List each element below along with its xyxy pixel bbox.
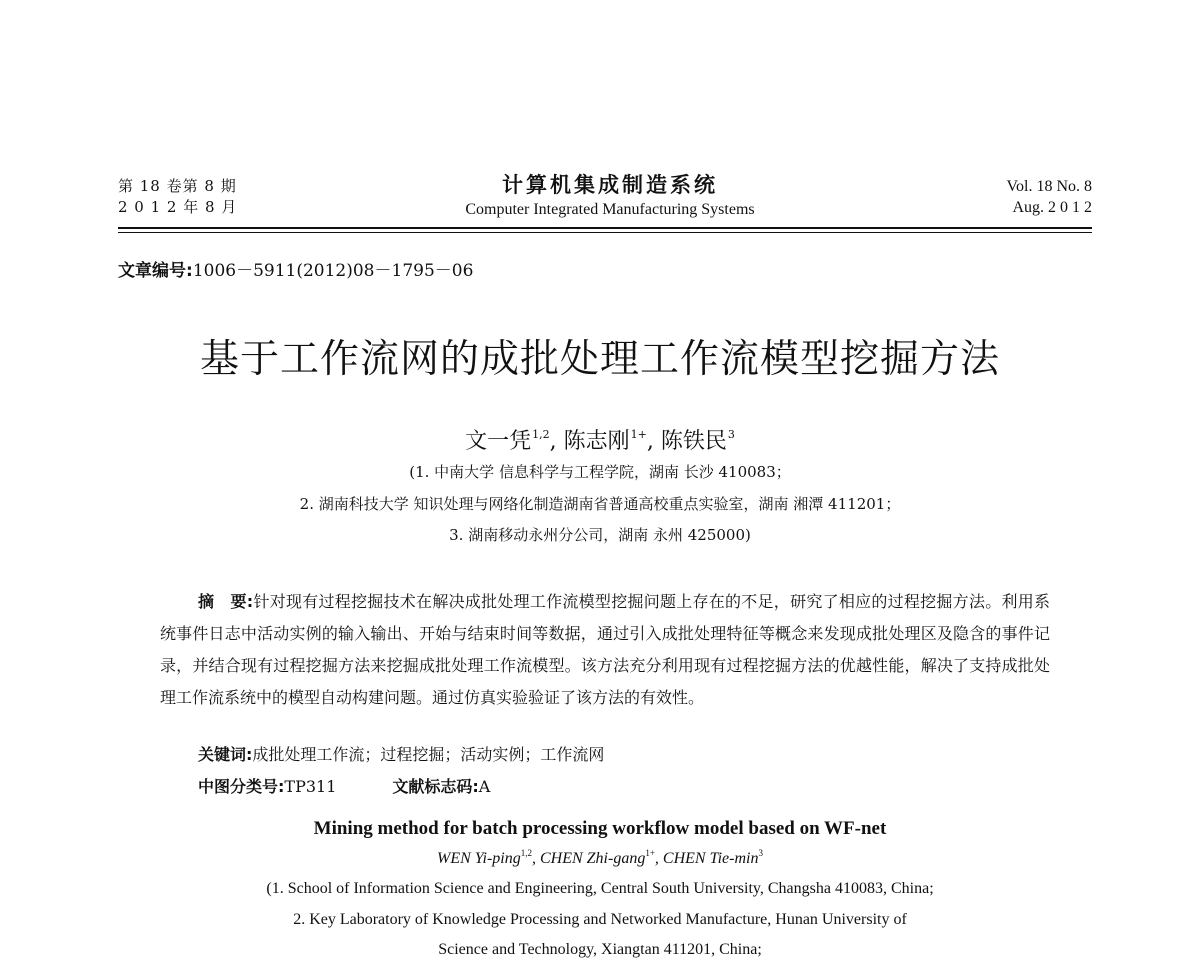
- issue-date-cn: 2 0 1 2 年 8 月: [118, 198, 238, 216]
- keywords: [198, 742, 604, 765]
- volume-info-en: [1007, 176, 1093, 218]
- english-author-name: CHEN Zhi-gang: [539, 850, 646, 867]
- english-author-name: WEN Yi-ping: [437, 850, 521, 867]
- doc-code-label: 文献标志码:: [392, 777, 479, 796]
- journal-name-en: Computer Integrated Manufacturing Systems: [465, 201, 755, 218]
- english-author-list: [0, 848, 1200, 868]
- doc-code-value: A: [478, 777, 491, 796]
- abstract-label: 摘 要:: [198, 592, 254, 611]
- english-affiliation-line: (1. School of Information Science and Engineering, Central South University, Changsha 410083, China;: [266, 880, 934, 897]
- english-author-name: CHEN Tie-min: [662, 850, 759, 867]
- clc-label: 中图分类号:: [198, 777, 285, 796]
- english-affiliation-line: Science and Technology, Xiangtan 411201, China;: [438, 941, 762, 958]
- article-number-value: 1006－5911(2012)08－1795－06: [192, 261, 474, 281]
- volume-issue: 第 18 卷第 8 期: [118, 177, 237, 195]
- classification: [198, 774, 490, 797]
- english-author-mark: 1,2: [520, 848, 532, 858]
- author-separator: ,: [549, 429, 557, 454]
- affiliation-line: 2. 湖南科技大学 知识处理与网络化制造湖南省普通高校重点实验室，湖南 湘潭 411201；: [299, 495, 901, 513]
- author-name: 文一凭: [465, 429, 532, 454]
- english-author-mark: 3: [758, 848, 763, 858]
- article-number-label: 文章编号:: [118, 261, 193, 281]
- author-affiliation-mark: 3: [727, 428, 735, 441]
- affiliation-line: 3. 湖南移动永州分公司，湖南 永州 425000): [449, 526, 751, 544]
- header-rule-thick: [118, 227, 1092, 229]
- author-name: 陈铁民: [660, 429, 727, 454]
- abstract-text: 针对现有过程挖掘技术在解决成批处理工作流模型挖掘问题上存在的不足，研究了相应的过程挖掘方法。利用系统事件日志中活动实例的输入输出、开始与结束时间等数据，通过引入成批处理特征等概念来发现成批处理区及隐含的事件记录，并结合现有过程挖掘方法来挖掘成批处理工作流模型。该方法充分利用现有过程挖掘方法的优越性能，解决了支持成批处理工作流系统中的模型自动构建问题。通过仿真实验验证了该方法的有效性。: [160, 592, 1050, 707]
- affiliation-line: (1. 中南大学 信息科学与工程学院，湖南 长沙 410083；: [409, 463, 791, 481]
- keywords-label: 关键词:: [198, 745, 253, 764]
- article-number: [118, 256, 473, 281]
- journal-name: [400, 172, 820, 220]
- abstract: [160, 586, 1050, 714]
- english-author-separator: ,: [531, 850, 540, 867]
- clc-value: TP311: [284, 777, 337, 796]
- volume-number-en: Vol. 18 No. 8: [1006, 178, 1092, 195]
- english-author-mark: 1+: [645, 848, 655, 858]
- english-title: Mining method for batch processing workflow model based on WF-net: [313, 818, 887, 839]
- keywords-text: 成批处理工作流；过程挖掘；活动实例；工作流网: [252, 745, 605, 764]
- author-list: [0, 424, 1200, 455]
- issue-info: [118, 176, 237, 218]
- paper-title: 基于工作流网的成批处理工作流模型挖掘方法: [199, 337, 1000, 382]
- header-rule-thin: [118, 232, 1092, 233]
- journal-name-cn: 计算机集成制造系统: [502, 172, 718, 197]
- author-name: 陈志刚: [563, 429, 630, 454]
- author-separator: ,: [646, 429, 654, 454]
- english-affiliation-line: 2. Key Laboratory of Knowledge Processing and Networked Manufacture, Hunan University of: [293, 911, 907, 928]
- author-affiliation-mark: 1,2: [532, 428, 550, 441]
- issue-date-en: Aug. 2 0 1 2: [1012, 199, 1092, 216]
- author-affiliation-mark: 1+: [630, 428, 647, 441]
- english-author-separator: ,: [654, 850, 663, 867]
